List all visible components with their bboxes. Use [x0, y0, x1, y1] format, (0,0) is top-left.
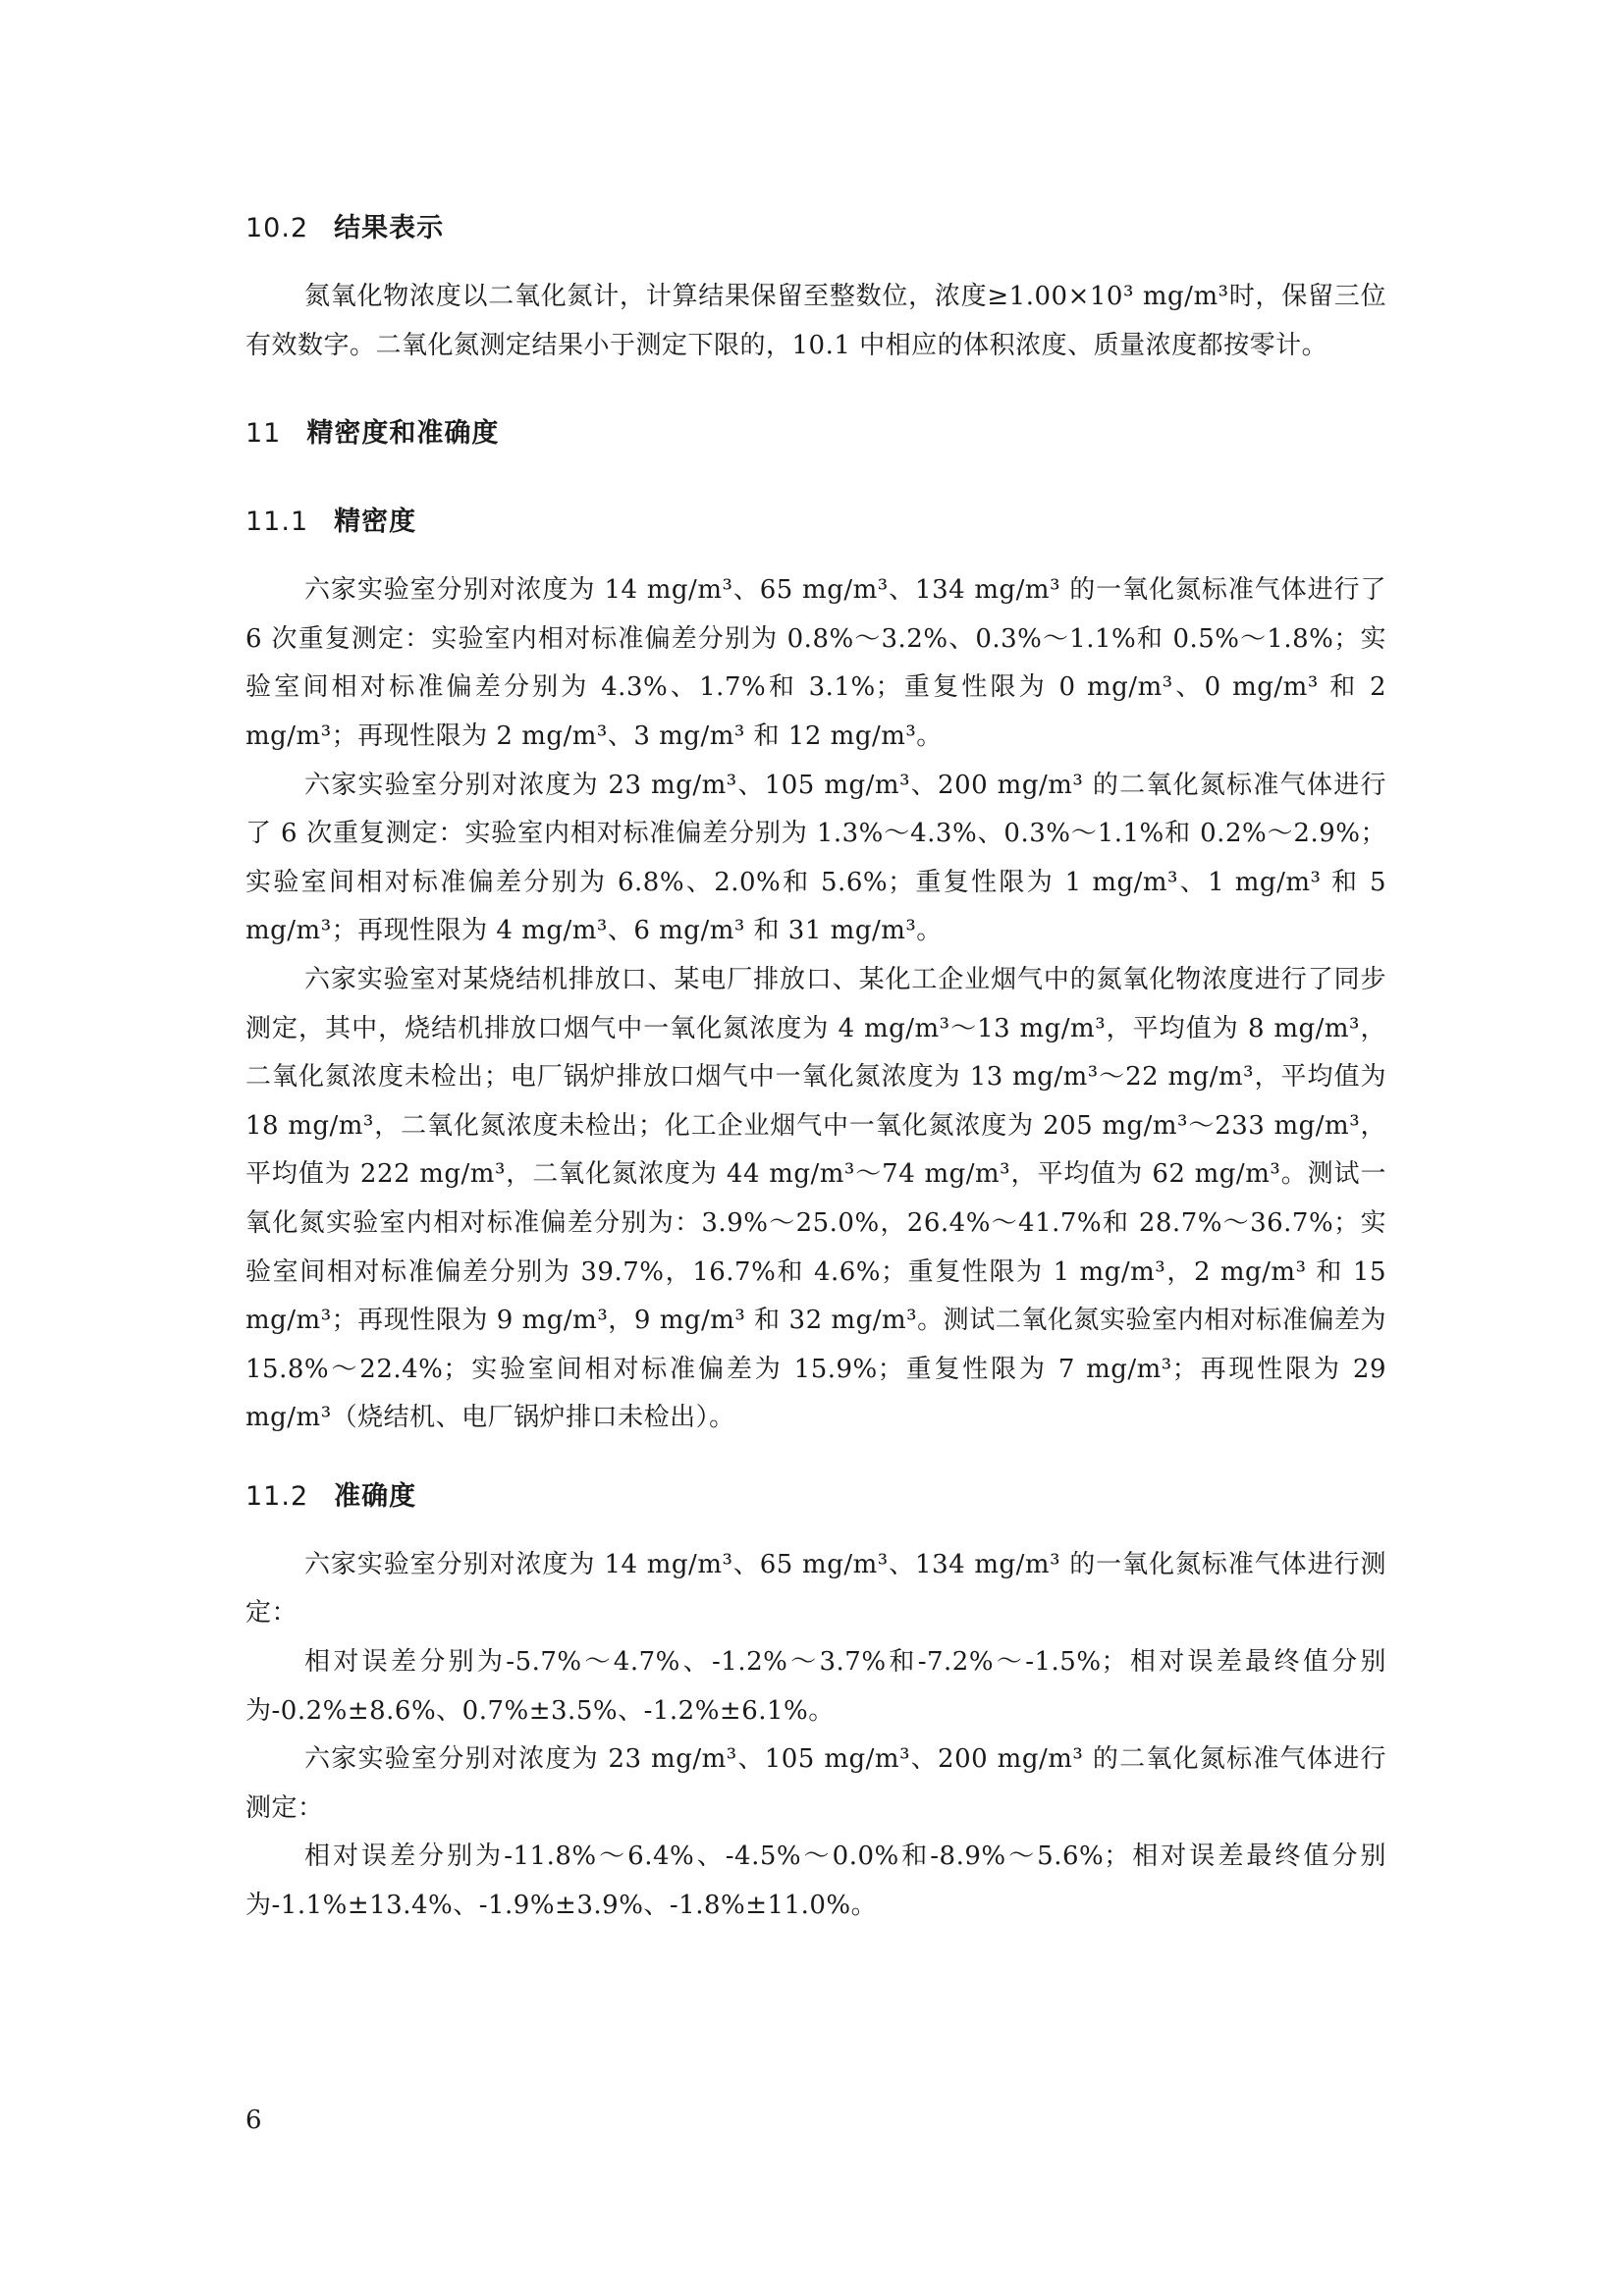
paragraph: 六家实验室对某烧结机排放口、某电厂排放口、某化工企业烟气中的氮氧化物浓度进行了同步测定，其中，烧结机排放口烟气中一氧化氮浓度为 4 mg/m³～13 mg/m³，平均值为 8 mg/m³，二氧化氮浓度未检出；电厂锅炉排放口烟气中一氧化氮浓度为 13 mg/m³～22 mg/m³，平均值为 18 mg/m³，二氧化氮浓度未检出；化工企业烟气中一氧化氮浓度为 205 mg/m³～233 mg/m³，平均值为 222 mg/m³，二氧化氮浓度为 44 mg/m³～74 mg/m³，平均值为 62 mg/m³。测试一氧化氮实验室内相对标准偏差分别为：3.9%～25.0%，26.4%～41.7%和 28.7%～36.7%；实验室间相对标准偏差分别为 39.7%，16.7%和 4.6%；重复性限为 1 mg/m³，2 mg/m³ 和 15 mg/m³；再现性限为 9 mg/m³，9 mg/m³ 和 32 mg/m³。测试二氧化氮实验室内相对标准偏差为 15.8%～22.4%；实验室间相对标准偏差为 15.9%；重复性限为 7 mg/m³；再现性限为 29 mg/m³（烧结机、电厂锅炉排口未检出）。 [245, 964, 1386, 1433]
paragraph: 六家实验室分别对浓度为 23 mg/m³、105 mg/m³、200 mg/m³ 的二氧化氮标准气体进行了 6 次重复测定：实验室内相对标准偏差分别为 1.3%～4.3%、0.3%～1.1%和 0.2%～2.9%；实验室间相对标准偏差分别为 6.8%、2.0%和 5.6%；重复性限为 1 mg/m³、1 mg/m³ 和 5 mg/m³；再现性限为 4 mg/m³、6 mg/m³ 和 31 mg/m³。 [245, 770, 1386, 946]
section-11-2-heading [245, 1472, 1386, 1522]
paragraph: 氮氧化物浓度以二氧化氮计，计算结果保留至整数位，浓度≥1.00×10³ mg/m³时，保留三位有效数字。二氧化氮测定结果小于测定下限的，10.1 中相应的体积浓度、质量浓度都按零计。 [245, 282, 1386, 360]
page-number: 6 [245, 2106, 262, 2135]
page-content [245, 204, 1386, 1931]
section-11-heading [245, 409, 1386, 458]
section-number: 10.2 [245, 213, 309, 243]
paragraph: 六家实验室分别对浓度为 14 mg/m³、65 mg/m³、134 mg/m³ 的一氧化氮标准气体进行了 6 次重复测定：实验室内相对标准偏差分别为 0.8%～3.2%、0.3%～1.1%和 0.5%～1.8%；实验室间相对标准偏差分别为 4.3%、1.7%和 3.1%；重复性限为 0 mg/m³、0 mg/m³ 和 2 mg/m³；再现性限为 2 mg/m³、3 mg/m³ 和 12 mg/m³。 [245, 575, 1386, 751]
paragraph: 相对误差分别为-5.7%～4.7%、-1.2%～3.7%和-7.2%～-1.5%；相对误差最终值分别为-0.2%±8.6%、0.7%±3.5%、-1.2%±6.1%。 [245, 1647, 1386, 1726]
section-title: 精密度和准确度 [306, 418, 500, 450]
paragraph: 六家实验室分别对浓度为 23 mg/m³、105 mg/m³、200 mg/m³ 的二氧化氮标准气体进行测定： [245, 1744, 1386, 1823]
section-number: 11.2 [245, 1480, 309, 1512]
section-title: 结果表示 [334, 213, 445, 243]
paragraph: 六家实验室分别对浓度为 14 mg/m³、65 mg/m³、134 mg/m³ 的一氧化氮标准气体进行测定： [245, 1549, 1386, 1629]
section-number: 11 [245, 418, 282, 450]
section-number: 11.1 [245, 507, 309, 538]
section-11-1-heading [245, 498, 1386, 547]
section-title: 精密度 [334, 507, 417, 538]
section-10-2-heading [245, 204, 1386, 253]
paragraph: 相对误差分别为-11.8%～6.4%、-4.5%～0.0%和-8.9%～5.6%；相对误差最终值分别为-1.1%±13.4%、-1.9%±3.9%、-1.8%±11.0%。 [245, 1842, 1386, 1921]
section-title: 准确度 [334, 1480, 417, 1512]
